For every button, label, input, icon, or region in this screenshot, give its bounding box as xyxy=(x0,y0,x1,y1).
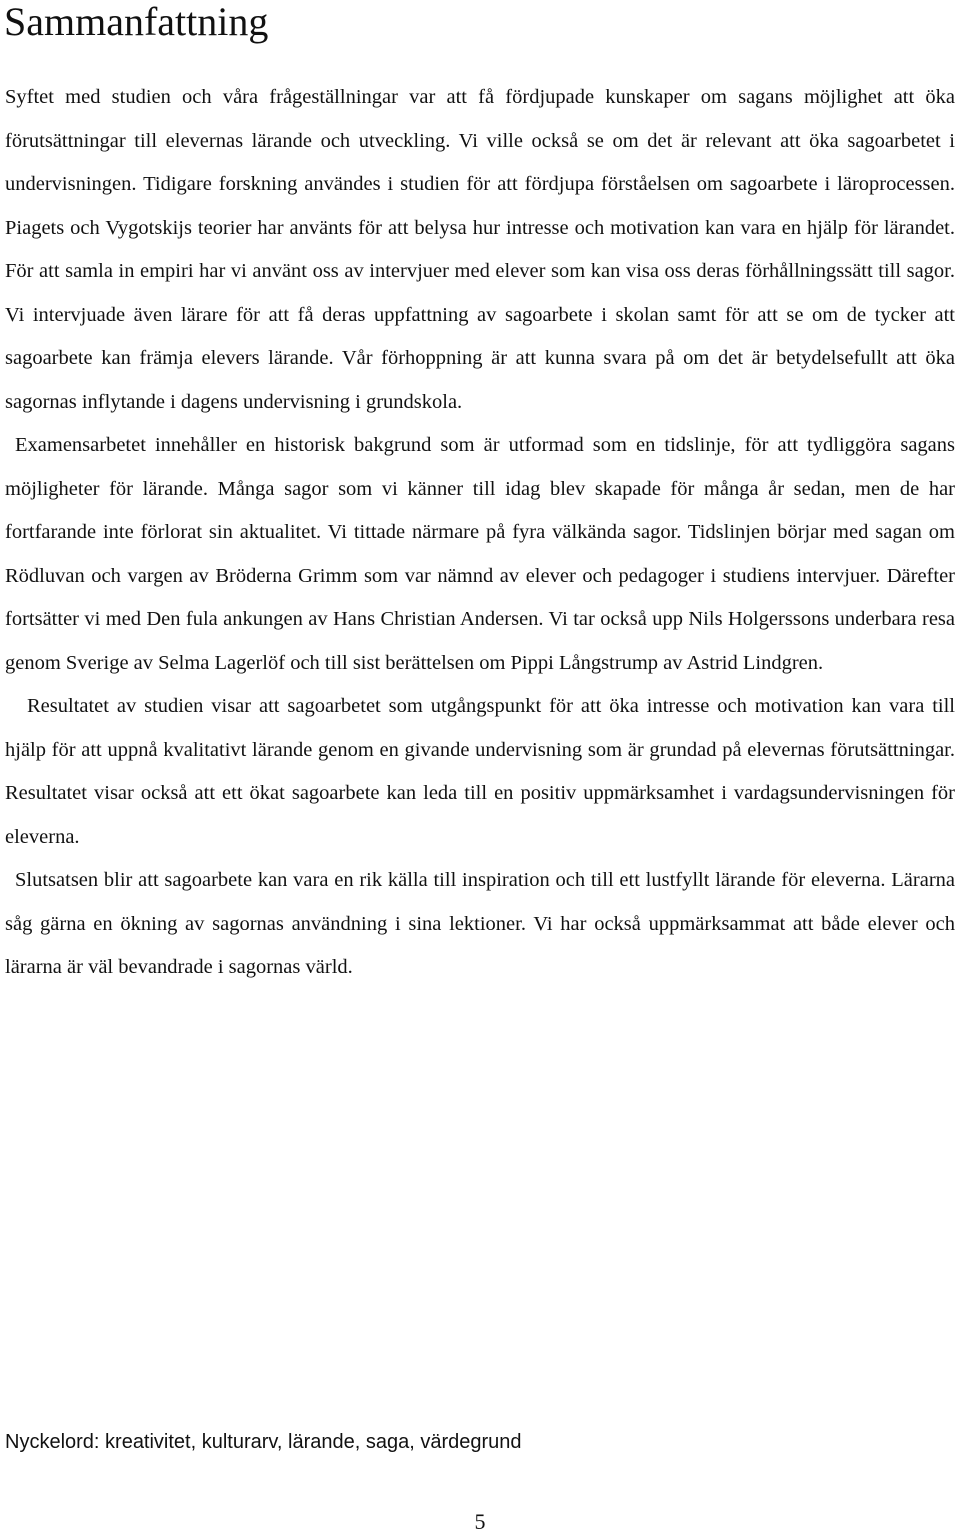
summary-body xyxy=(5,76,955,990)
keywords-line: Nyckelord: kreativitet, kulturarv, lärande, saga, värdegrund xyxy=(5,1431,522,1453)
page-title: Sammanfattning xyxy=(4,0,269,44)
page-number: 5 xyxy=(474,1509,486,1534)
paragraph-background: Examensarbetet innehåller en historisk bakgrund som är utformad som en tidslinje, för att tydliggöra sagans möjligheter för lärande. Många sagor som vi känner till idag blev skapade för många år sedan, men de har fortfarande inte förlorat sin aktualitet. Vi tittade närmare på fyra välkända sagor. Tidslinjen börjar med sagan om Rödluvan och vargen av Bröderna Grimm som var nämnd av elever och pedagoger i studiens intervjuer. Därefter fortsätter vi med Den fula ankungen av Hans Christian Andersen. Vi tar också upp Nils Holgerssons underbara resa genom Sverige av Selma Lagerlöf och till sist berättelsen om Pippi Långstrump av Astrid Lindgren. xyxy=(5,434,955,674)
paragraph-purpose: Syftet med studien och våra frågeställningar var att få fördjupade kunskaper om sagans möjlighet att öka förutsättningar till elevernas lärande och utveckling. Vi ville också se om det är relevant att öka sagoarbetet i undervisningen. Tidigare forskning användes i studien för att fördjupa förståelsen om sagoarbete i läroprocessen. Piagets och Vygotskijs teorier har använts för att belysa hur intresse och motivation kan vara en hjälp för lärandet. För att samla in empiri har vi använt oss av intervjuer med elever som kan visa oss deras förhållningssätt till sagor. Vi intervjuade även lärare för att få deras uppfattning av sagoarbete i skolan samt för att se om de tycker att sagoarbete kan främja elevers lärande. Vår förhoppning är att kunna svara på om det är betydelsefullt att öka sagornas inflytande i dagens undervisning i grundskola. xyxy=(5,86,955,413)
paragraph-results: Resultatet av studien visar att sagoarbetet som utgångspunkt för att öka intresse och motivation kan vara till hjälp för att uppnå kvalitativt lärande genom en givande undervisning som är grundad på elevernas förutsättningar. Resultatet visar också att ett ökat sagoarbete kan leda till en positiv uppmärksamhet i vardagsundervisningen för eleverna. xyxy=(5,695,955,848)
paragraph-conclusion: Slutsatsen blir att sagoarbete kan vara en rik källa till inspiration och till ett lustfyllt lärande för eleverna. Lärarna såg gärna en ökning av sagornas användning i sina lektioner. Vi har också uppmärksammat att både elever och lärarna är väl bevandrade i sagornas värld. xyxy=(5,869,955,978)
